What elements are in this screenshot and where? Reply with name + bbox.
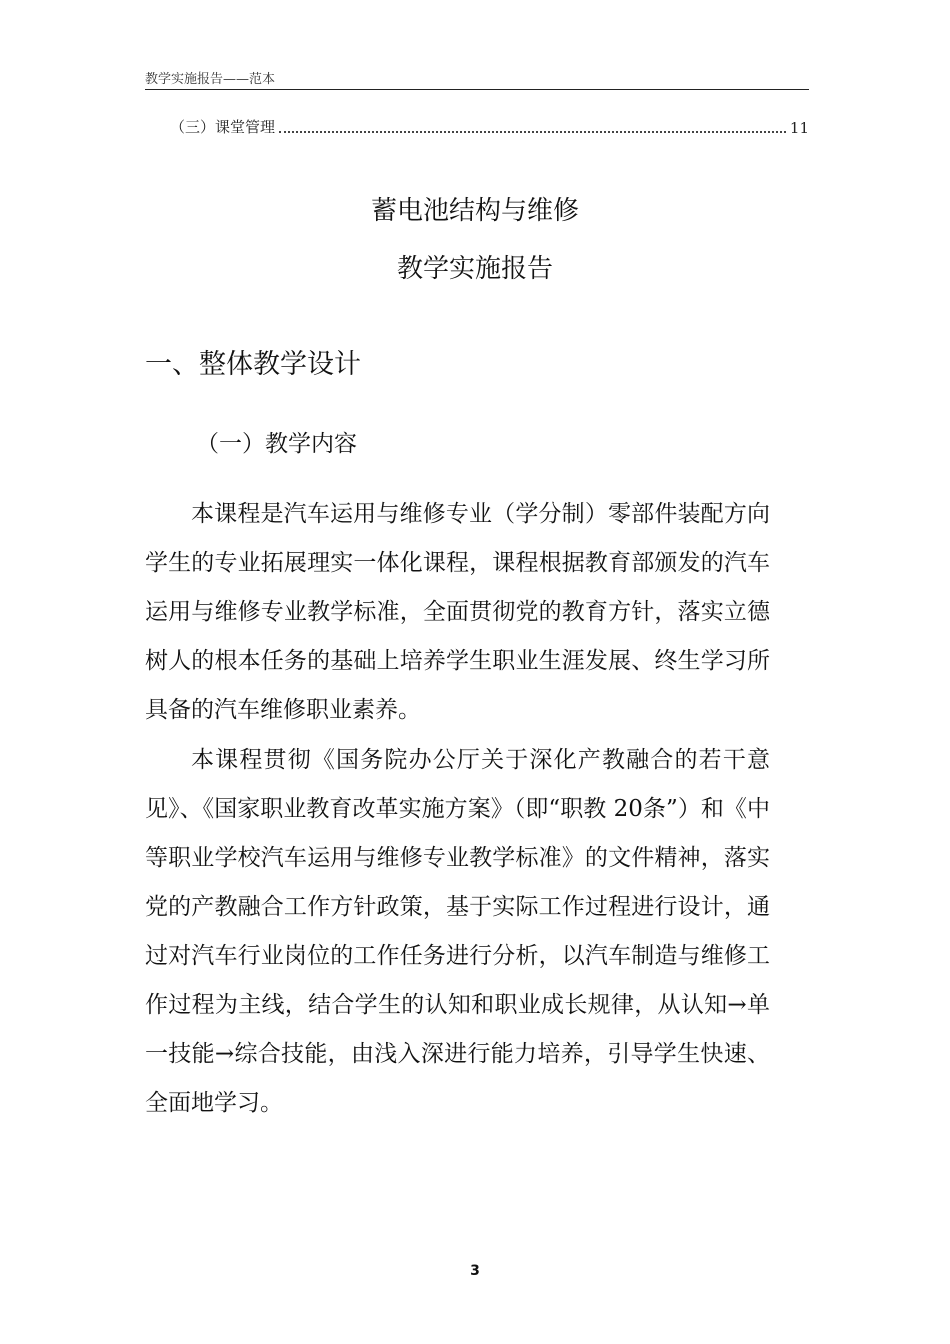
toc-entry-page: 11: [789, 119, 809, 137]
document-title-line1: 蓄电池结构与维修: [370, 196, 579, 226]
document-title-line2: 教学实施报告: [396, 254, 553, 284]
body-paragraph-2: 本课程贯彻《国务院办公厅关于深化产教融合的若干意见》、《国家职业教育改革实施方案》（即“职教 20条”）和《中等职业学校汽车运用与维修专业教学标准》的文件精神，落实党的产教融合工作方针政策，基于实际工作过程进行设计，通过对汽车行业岗位的工作任务进行分析，以汽车制造与维修工作过程为主线，结合学生的认知和职业成长规律，从认知→单一技能→综合技能，由浅入深进行能力培养，引导学生快速、全面地学习。: [145, 747, 770, 1116]
toc-leader-dots: [279, 130, 786, 133]
page-number: 3: [470, 1263, 480, 1279]
toc-entry[interactable]: [170, 117, 809, 137]
toc-entry-label: （三）课堂管理: [170, 118, 276, 136]
header-divider: [145, 89, 809, 90]
body-paragraph-1: 本课程是汽车运用与维修专业（学分制）零部件装配方向学生的专业拓展理实一体化课程，课程根据教育部颁发的汽车运用与维修专业教学标准，全面贯彻党的教育方针，落实立德树人的根本任务的基础上培养学生职业生涯发展、终生学习所具备的汽车维修职业素养。: [145, 501, 770, 723]
section-heading: 一、整体教学设计: [145, 349, 361, 380]
running-header: 教学实施报告——范本: [145, 72, 276, 87]
subsection-heading: （一）教学内容: [196, 431, 357, 457]
